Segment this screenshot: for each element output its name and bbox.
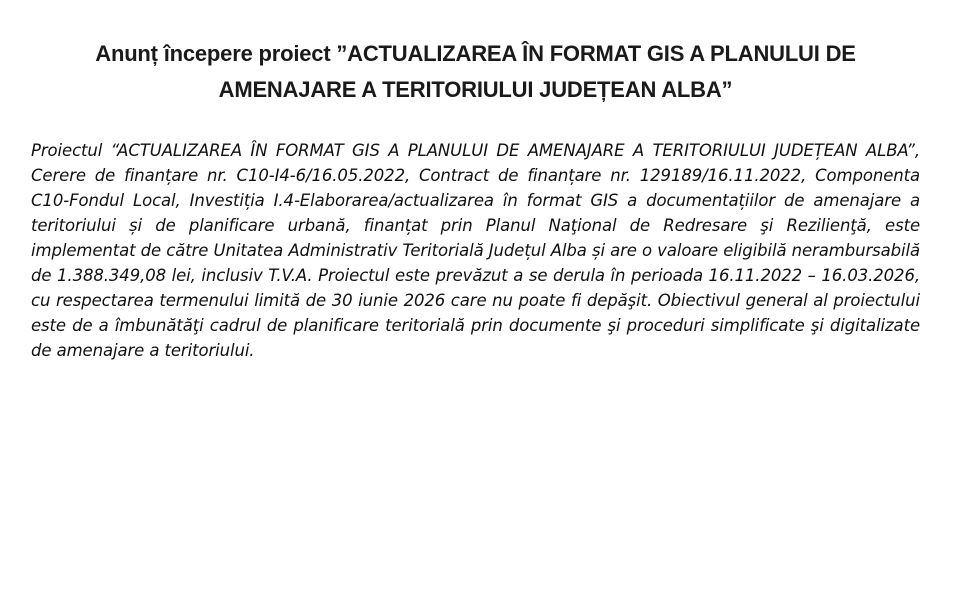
document-title: Anunț începere proiect ”ACTUALIZAREA ÎN FORMAT GIS A PLANULUI DE AMENAJARE A TERITORIULUI JUDEȚEAN ALBA” (95, 41, 856, 102)
document-body-paragraph: Proiectul “ACTUALIZAREA ÎN FORMAT GIS A PLANULUI DE AMENAJARE A TERITORIULUI JUDEȚEAN ALBA”, Cerere de finanțare nr. C10-I4-6/16.05.2022, Contract de finanțare nr. 129189/16.11.2022, Componenta C10-Fondul Local, Investiția I.4-Elaborarea/actualizarea în format GIS a documentațiilor de amenajare a teritoriului și de planificare urbană, finanțat prin Planul Naţional de Redresare şi Rezilienţă, este implementat de către Unitatea Administrativ Teritorială Județul Alba și are o valoare eligibilă nerambursabilă de 1.388.349,08 lei, inclusiv T.V.A. Proiectul este prevăzut a se derula în perioada 16.11.2022 – 16.03.2026, cu respectarea termenului limită de 30 iunie 2026 care nu poate fi depăşit. Obiectivul general al proiectului este de a îmbunătăţi cadrul de planificare teritorială prin documente şi proceduri simplificate şi digitalizate de amenajare a teritoriului. (31, 141, 920, 360)
